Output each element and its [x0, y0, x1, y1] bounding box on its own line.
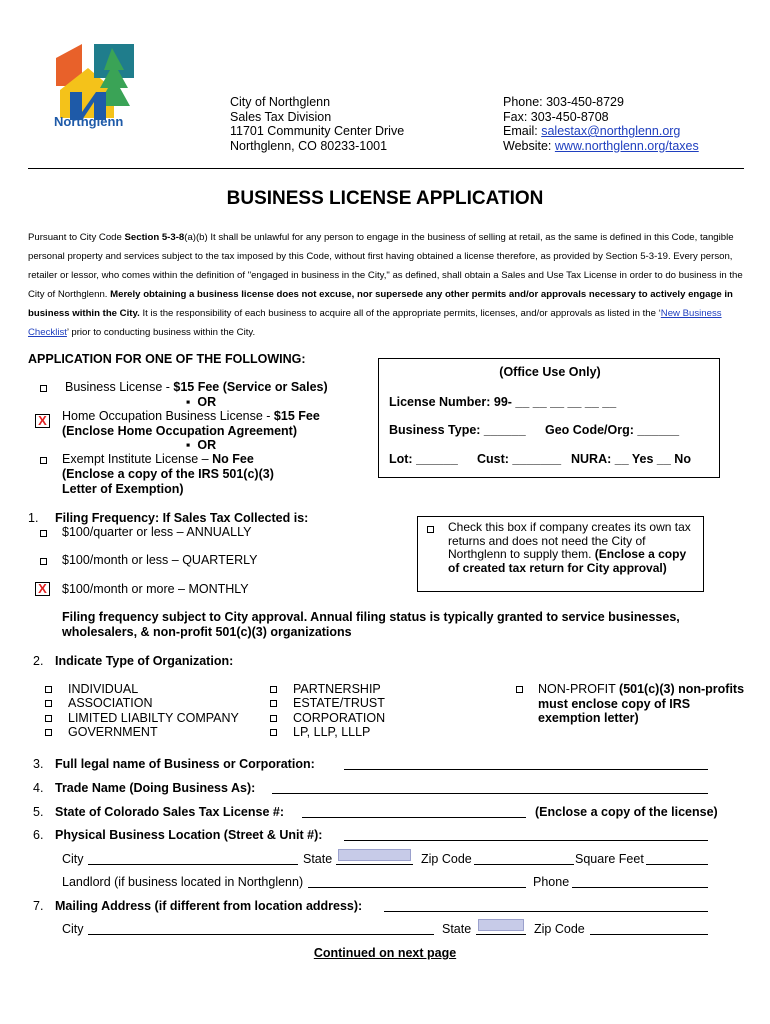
intro-paragraph	[28, 228, 744, 342]
email-line	[503, 124, 699, 139]
llc-label: LIMITED LIABILTY COMPANY	[68, 711, 239, 725]
filing-heading: Filing Frequency: If Sales Tax Collected is:	[55, 511, 309, 525]
exempt-note-2: Letter of Exemption)	[62, 482, 184, 496]
partnership-checkbox[interactable]	[270, 686, 277, 693]
header-divider	[28, 168, 744, 169]
website-line	[503, 139, 699, 154]
opt1-fee: $15 Fee (Service or Sales)	[173, 380, 328, 394]
org-number: 2.	[33, 654, 44, 668]
exempt-license-checkbox[interactable]	[40, 457, 47, 464]
page-title: BUSINESS LICENSE APPLICATION	[226, 188, 544, 209]
own-returns-desc: Check this box if company creates its own tax returns and does not need the City of Northglenn to supply them.	[448, 520, 691, 562]
physical-location-input[interactable]	[344, 827, 708, 841]
license-number-field: License Number: 99- __ __ __ __ __ __	[389, 395, 617, 409]
corporation-checkbox[interactable]	[270, 715, 277, 722]
mailing-state-input[interactable]	[478, 919, 524, 931]
own-returns-box	[417, 516, 704, 592]
phone-line: Phone: 303-450-8729	[503, 95, 624, 109]
q6-number: 6.	[33, 828, 44, 842]
mailing-zip-input[interactable]	[590, 921, 708, 935]
intro-section-ref: Section 5-3-8	[124, 232, 185, 243]
legal-name-input[interactable]	[344, 756, 708, 770]
q7-number: 7.	[33, 899, 44, 913]
government-checkbox[interactable]	[45, 729, 52, 736]
association-checkbox[interactable]	[45, 700, 52, 707]
state-license-input[interactable]	[302, 804, 526, 818]
landlord-phone-label: Phone	[533, 875, 570, 889]
own-returns-enclose: (Enclose a copy of created tax return for City approval)	[448, 547, 687, 575]
intro-bold-text: Merely obtaining a business license does not excuse, nor supersede any other permits and/or approvals necessary to actively engage in business within the City.	[28, 289, 733, 319]
quarterly-option: $100/month or less – QUARTERLY	[62, 553, 258, 567]
or-separator-1: ▪ OR	[186, 395, 217, 409]
annual-checkbox[interactable]	[40, 530, 47, 537]
mailing-state-label: State	[442, 922, 472, 936]
individual-checkbox[interactable]	[45, 686, 52, 693]
lot-field: Lot: ______	[389, 452, 458, 466]
nonprofit-checkbox[interactable]	[516, 686, 523, 693]
or-text-2: OR	[197, 438, 217, 452]
intro-text-4: ’ prior to conducting business within the City.	[66, 327, 256, 338]
lp-llp-checkbox[interactable]	[270, 729, 277, 736]
lp-llp-label: LP, LLP, LLLP	[293, 725, 371, 739]
individual-label: INDIVIDUAL	[68, 682, 139, 696]
opt2-fee: $15 Fee	[273, 409, 320, 423]
fax-line: Fax: 303-450-8708	[503, 109, 609, 124]
landlord-phone-input[interactable]	[572, 874, 708, 888]
state-input[interactable]	[338, 849, 411, 861]
org-heading: Indicate Type of Organization:	[55, 654, 234, 668]
opt3-fee: No Fee	[212, 452, 254, 466]
mailing-city-label: City	[62, 922, 84, 936]
association-label: ASSOCIATION	[68, 696, 153, 710]
q6-label: Physical Business Location (Street & Unit #):	[55, 828, 323, 842]
home-occupation-note: (Enclose Home Occupation Agreement)	[62, 424, 297, 438]
landlord-label: Landlord (if business located in Northglenn)	[62, 875, 304, 889]
intro-text-2: (a)(b) It shall be unlawful for any person to engage in the business of selling at retail, as the same is defined in this Code, tangible personal property and services subject to the tax imposed by this Code, without first having obtained a license therefore, as provided by Section 5-3-19. Every person, retailer or lessor, who comes within the definition of "engaged in business in the City," as defined, shall obtain a Sales and Use Tax License in order to do business in the City of Northglenn.	[28, 232, 743, 300]
website-label: Website:	[503, 138, 552, 153]
business-license-checkbox[interactable]	[40, 385, 47, 392]
monthly-checkbox[interactable]: X	[35, 582, 50, 596]
address-block	[230, 95, 404, 153]
nura-field: NURA: __ Yes __ No	[571, 452, 691, 466]
llc-checkbox[interactable]	[45, 715, 52, 722]
opt2-label: Home Occupation Business License -	[62, 409, 274, 423]
address-line-3: 11701 Community Center Drive	[230, 124, 405, 138]
government-label: GOVERNMENT	[68, 725, 158, 739]
opt1-label: Business License -	[65, 380, 174, 394]
website-link[interactable]: www.northglenn.org/taxes	[554, 138, 699, 153]
monthly-option: $100/month or more – MONTHLY	[62, 582, 249, 596]
q5-label: State of Colorado Sales Tax License #:	[55, 805, 285, 819]
exempt-license-option	[62, 452, 254, 467]
office-use-title: (Office Use Only)	[499, 365, 601, 379]
q7-label: Mailing Address (if different from location address):	[55, 899, 363, 913]
opt3-label: Exempt Institute License –	[62, 452, 213, 466]
business-license-option	[65, 380, 328, 395]
contact-block	[503, 95, 699, 153]
exempt-note-1: (Enclose a copy of the IRS 501(c)(3)	[62, 467, 274, 481]
continued-note: Continued on next page	[313, 946, 457, 960]
filing-note: Filing frequency subject to City approval. Annual filing status is typically granted to service businesses, wholesalers, & non-profit 501(c)(3) organizations	[62, 610, 680, 639]
home-occupation-option	[62, 409, 320, 424]
corporation-label: CORPORATION	[293, 711, 386, 725]
geo-code-field: Geo Code/Org: ______	[545, 423, 680, 437]
zip-label: Zip Code	[421, 852, 472, 866]
own-returns-text	[448, 521, 700, 575]
email-link[interactable]: salestax@northglenn.org	[541, 124, 681, 138]
address-line-1: City of Northglenn	[230, 95, 331, 109]
filing-number: 1.	[28, 511, 39, 525]
estate-trust-label: ESTATE/TRUST	[293, 696, 385, 710]
application-heading: APPLICATION FOR ONE OF THE FOLLOWING:	[28, 352, 306, 366]
city-label: City	[62, 852, 84, 866]
mailing-city-input[interactable]	[88, 921, 434, 935]
nonprofit-label: NON-PROFIT	[538, 682, 616, 696]
mailing-zip-label: Zip Code	[534, 922, 585, 936]
q5-note: (Enclose a copy of the license)	[535, 805, 718, 819]
intro-text-3: It is the responsibility of each business to acquire all of the appropriate permits, licenses, and/or approvals as listed in the ‘	[142, 308, 661, 319]
or-separator-2: ▪ OR	[186, 438, 217, 452]
nonprofit-option	[538, 682, 748, 726]
q3-number: 3.	[33, 757, 44, 771]
address-line-4: Northglenn, CO 80233-1001	[230, 138, 388, 153]
q5-number: 5.	[33, 805, 44, 819]
logo-wordmark: Northglenn	[54, 114, 124, 129]
office-use-box	[378, 358, 720, 478]
q3-label: Full legal name of Business or Corporation:	[55, 757, 315, 771]
mailing-address-input[interactable]	[384, 898, 708, 912]
new-business-checklist-link[interactable]: New Business Checklist	[28, 308, 722, 338]
city-input[interactable]	[88, 851, 298, 865]
address-line-2: Sales Tax Division	[230, 109, 332, 124]
partnership-label: PARTNERSHIP	[293, 682, 381, 696]
business-type-field: Business Type: ______	[389, 423, 526, 437]
annual-option: $100/quarter or less – ANNUALLY	[62, 525, 252, 539]
cust-field: Cust: _______	[477, 452, 562, 466]
trade-name-input[interactable]	[272, 780, 708, 794]
q4-number: 4.	[33, 781, 44, 795]
quarterly-checkbox[interactable]	[40, 558, 47, 565]
or-text-1: OR	[197, 395, 217, 409]
own-returns-checkbox[interactable]	[427, 526, 434, 533]
state-label: State	[303, 852, 333, 866]
intro-text-1: Pursuant to City Code	[28, 232, 122, 243]
sqft-input[interactable]	[646, 851, 708, 865]
email-label: Email:	[503, 124, 538, 138]
home-occupation-checkbox[interactable]: X	[35, 414, 50, 428]
landlord-input[interactable]	[308, 874, 526, 888]
sqft-label: Square Feet	[575, 852, 644, 866]
nonprofit-note: (501(c)(3) non-profits must enclose copy of IRS exemption letter)	[538, 682, 745, 725]
zip-input[interactable]	[474, 851, 574, 865]
q4-label: Trade Name (Doing Business As):	[55, 781, 256, 795]
estate-trust-checkbox[interactable]	[270, 700, 277, 707]
